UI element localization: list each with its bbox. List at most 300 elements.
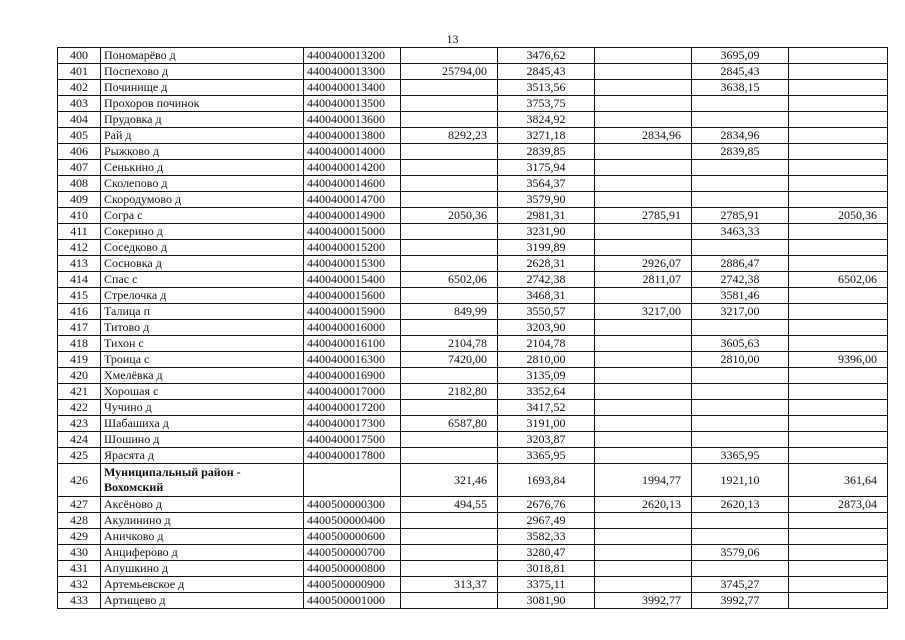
row-number-cell: 404 [58,112,101,128]
code-cell: 4400400017200 [304,400,401,416]
row-number-cell: 409 [58,192,101,208]
code-cell: 4400500000700 [304,545,401,561]
row-number-cell: 403 [58,96,101,112]
settlement-name-cell: Аничково д [101,529,304,545]
value-cell-3 [595,561,692,577]
value-cell-3 [595,545,692,561]
value-cell-3 [595,432,692,448]
settlement-name-cell: Стрелочка д [101,288,304,304]
table-row [58,497,888,513]
value-cell-1 [401,545,498,561]
table-row [58,561,888,577]
row-number-cell: 432 [58,577,101,593]
value-cell-1 [401,176,498,192]
value-cell-1 [401,80,498,96]
row-number-cell: 411 [58,224,101,240]
value-cell-1 [401,320,498,336]
value-cell-2: 3513,56 [498,80,595,96]
table-row [58,577,888,593]
settlement-name-cell: Апушкино д [101,561,304,577]
row-number-cell: 416 [58,304,101,320]
value-cell-5 [789,432,888,448]
value-cell-2: 3824,92 [498,112,595,128]
row-number-cell: 426 [58,464,101,497]
value-cell-2: 3231,90 [498,224,595,240]
settlement-name-cell: Шабашиха д [101,416,304,432]
data-table [57,47,888,609]
row-number-cell: 429 [58,529,101,545]
value-cell-1 [401,513,498,529]
value-cell-5 [789,192,888,208]
value-cell-2: 3135,09 [498,368,595,384]
value-cell-4 [692,240,789,256]
row-number-cell: 423 [58,416,101,432]
settlement-name-cell: Скородумово д [101,192,304,208]
value-cell-2: 3081,90 [498,593,595,609]
table-row [58,272,888,288]
value-cell-4 [692,96,789,112]
value-cell-2: 3271,18 [498,128,595,144]
settlement-name-cell: Сосновка д [101,256,304,272]
value-cell-2: 3352,64 [498,384,595,400]
value-cell-1 [401,192,498,208]
value-cell-3: 3992,77 [595,593,692,609]
table-row [58,48,888,64]
settlement-name-cell: Соседково д [101,240,304,256]
table-row [58,256,888,272]
value-cell-1 [401,593,498,609]
value-cell-4 [692,320,789,336]
table-row [58,208,888,224]
value-cell-2: 3582,33 [498,529,595,545]
code-cell: 4400400017500 [304,432,401,448]
value-cell-5 [789,416,888,432]
row-number-cell: 408 [58,176,101,192]
settlement-name-cell: Хмелёвка д [101,368,304,384]
value-cell-2: 3203,87 [498,432,595,448]
row-number-cell: 419 [58,352,101,368]
code-cell: 4400400016300 [304,352,401,368]
value-cell-3 [595,144,692,160]
value-cell-5 [789,513,888,529]
settlement-name-cell: Прудовка д [101,112,304,128]
value-cell-4: 3695,09 [692,48,789,64]
code-cell: 4400400013500 [304,96,401,112]
value-cell-3 [595,448,692,464]
code-cell: 4400500000400 [304,513,401,529]
value-cell-4: 2785,91 [692,208,789,224]
value-cell-5 [789,577,888,593]
value-cell-3: 1994,77 [595,464,692,497]
table-row [58,160,888,176]
value-cell-3: 2811,07 [595,272,692,288]
value-cell-1: 2182,80 [401,384,498,400]
code-cell: 4400500000300 [304,497,401,513]
value-cell-5: 6502,06 [789,272,888,288]
value-cell-5 [789,144,888,160]
row-number-cell: 431 [58,561,101,577]
value-cell-1 [401,432,498,448]
value-cell-5 [789,160,888,176]
value-cell-5 [789,176,888,192]
code-cell: 4400400013200 [304,48,401,64]
value-cell-1 [401,448,498,464]
value-cell-5 [789,288,888,304]
value-cell-1 [401,48,498,64]
value-cell-5: 9396,00 [789,352,888,368]
table-row [58,224,888,240]
value-cell-4 [692,400,789,416]
value-cell-1 [401,400,498,416]
value-cell-1: 6502,06 [401,272,498,288]
value-cell-3 [595,176,692,192]
value-cell-4: 2886,47 [692,256,789,272]
value-cell-5 [789,64,888,80]
value-cell-4: 3605,63 [692,336,789,352]
settlement-name-cell: Ярасята д [101,448,304,464]
value-cell-5 [789,448,888,464]
value-cell-4 [692,160,789,176]
value-cell-2: 3365,95 [498,448,595,464]
code-cell: 4400400013300 [304,64,401,80]
settlement-name-cell: Акулинино д [101,513,304,529]
table-row [58,400,888,416]
value-cell-4: 2810,00 [692,352,789,368]
value-cell-1 [401,224,498,240]
value-cell-4: 2845,43 [692,64,789,80]
value-cell-4 [692,432,789,448]
value-cell-5 [789,545,888,561]
value-cell-4: 3992,77 [692,593,789,609]
settlement-name-cell: Рыжково д [101,144,304,160]
value-cell-1: 849,99 [401,304,498,320]
settlement-name-cell: Талица п [101,304,304,320]
value-cell-2: 2839,85 [498,144,595,160]
value-cell-5: 361,64 [789,464,888,497]
row-number-cell: 425 [58,448,101,464]
code-cell: 4400400016000 [304,320,401,336]
value-cell-4: 2742,38 [692,272,789,288]
table-row [58,320,888,336]
settlement-name-cell: Спас с [101,272,304,288]
value-cell-3 [595,96,692,112]
settlement-name-cell: Починище д [101,80,304,96]
table-body [58,48,888,609]
value-cell-1 [401,288,498,304]
value-cell-1 [401,96,498,112]
code-cell: 4400400017800 [304,448,401,464]
value-cell-5 [789,128,888,144]
table-row [58,336,888,352]
value-cell-3 [595,160,692,176]
value-cell-2: 2676,76 [498,497,595,513]
value-cell-3 [595,48,692,64]
row-number-cell: 405 [58,128,101,144]
settlement-name-cell: Хорошая с [101,384,304,400]
value-cell-3 [595,336,692,352]
row-number-cell: 415 [58,288,101,304]
value-cell-1 [401,112,498,128]
code-cell: 4400400013800 [304,128,401,144]
value-cell-2: 3579,90 [498,192,595,208]
code-cell: 4400500000900 [304,577,401,593]
value-cell-4: 3579,06 [692,545,789,561]
value-cell-2: 2742,38 [498,272,595,288]
value-cell-5 [789,80,888,96]
value-cell-5 [789,96,888,112]
value-cell-4: 3638,15 [692,80,789,96]
code-cell: 4400400013400 [304,80,401,96]
value-cell-2: 3203,90 [498,320,595,336]
row-number-cell: 410 [58,208,101,224]
settlement-name-cell: Артищево д [101,593,304,609]
table-row [58,448,888,464]
settlement-name-cell: Анциферово д [101,545,304,561]
value-cell-5 [789,400,888,416]
value-cell-3 [595,320,692,336]
value-cell-1: 494,55 [401,497,498,513]
value-cell-3 [595,288,692,304]
table-row [58,304,888,320]
value-cell-2: 3753,75 [498,96,595,112]
table-row [58,384,888,400]
table-row [58,545,888,561]
row-number-cell: 412 [58,240,101,256]
table-row [58,192,888,208]
value-cell-3 [595,64,692,80]
value-cell-4 [692,368,789,384]
page-number: 13 [446,32,459,46]
value-cell-2: 2981,31 [498,208,595,224]
code-cell: 4400400014700 [304,192,401,208]
value-cell-3 [595,400,692,416]
value-cell-5 [789,529,888,545]
code-cell: 4400400015200 [304,240,401,256]
value-cell-1: 8292,23 [401,128,498,144]
value-cell-5 [789,336,888,352]
table-row [58,112,888,128]
value-cell-3 [595,80,692,96]
value-cell-1 [401,240,498,256]
value-cell-1 [401,256,498,272]
value-cell-3: 3217,00 [595,304,692,320]
settlement-name-cell: Согра с [101,208,304,224]
code-cell: 4400400015900 [304,304,401,320]
value-cell-5 [789,561,888,577]
value-cell-2: 2810,00 [498,352,595,368]
code-cell: 4400400016900 [304,368,401,384]
code-cell: 4400400013600 [304,112,401,128]
row-number-cell: 417 [58,320,101,336]
code-cell: 4400500000800 [304,561,401,577]
settlement-name-cell: Шошино д [101,432,304,448]
value-cell-1: 25794,00 [401,64,498,80]
table-row [58,144,888,160]
value-cell-4 [692,384,789,400]
value-cell-4: 3217,00 [692,304,789,320]
table-row [58,240,888,256]
value-cell-3 [595,112,692,128]
code-cell: 4400400017000 [304,384,401,400]
value-cell-2: 2845,43 [498,64,595,80]
settlement-name-cell: Пономарёво д [101,48,304,64]
value-cell-2: 2967,49 [498,513,595,529]
settlement-name-cell: Тихон с [101,336,304,352]
row-number-cell: 413 [58,256,101,272]
value-cell-5 [789,224,888,240]
value-cell-2: 1693,84 [498,464,595,497]
value-cell-2: 3564,37 [498,176,595,192]
value-cell-1: 313,37 [401,577,498,593]
settlement-name-cell: Муниципальный район - Вохомский [101,464,304,497]
value-cell-3: 2785,91 [595,208,692,224]
value-cell-3 [595,513,692,529]
value-cell-2: 3018,81 [498,561,595,577]
value-cell-3: 2834,96 [595,128,692,144]
code-cell: 4400500000600 [304,529,401,545]
value-cell-3: 2926,07 [595,256,692,272]
row-number-cell: 421 [58,384,101,400]
value-cell-2: 3468,31 [498,288,595,304]
settlement-name-cell: Прохоров починок [101,96,304,112]
value-cell-4: 3581,46 [692,288,789,304]
value-cell-5 [789,368,888,384]
value-cell-2: 3191,00 [498,416,595,432]
value-cell-4: 3463,33 [692,224,789,240]
code-cell: 4400400014000 [304,144,401,160]
value-cell-1 [401,529,498,545]
table-row [58,529,888,545]
value-cell-5 [789,48,888,64]
value-cell-3: 2620,13 [595,497,692,513]
code-cell: 4400400014200 [304,160,401,176]
value-cell-5: 2873,04 [789,497,888,513]
value-cell-1: 6587,80 [401,416,498,432]
value-cell-1: 2104,78 [401,336,498,352]
row-number-cell: 427 [58,497,101,513]
code-cell: 4400400015000 [304,224,401,240]
value-cell-2: 3476,62 [498,48,595,64]
row-number-cell: 433 [58,593,101,609]
table-row [58,432,888,448]
value-cell-4 [692,416,789,432]
value-cell-2: 2104,78 [498,336,595,352]
table-row [58,352,888,368]
row-number-cell: 424 [58,432,101,448]
value-cell-2: 3199,89 [498,240,595,256]
value-cell-4 [692,112,789,128]
value-cell-5 [789,112,888,128]
row-number-cell: 407 [58,160,101,176]
row-number-cell: 400 [58,48,101,64]
value-cell-3 [595,352,692,368]
code-cell: 4400400014900 [304,208,401,224]
table-row [58,96,888,112]
row-number-cell: 422 [58,400,101,416]
settlement-name-cell: Троица с [101,352,304,368]
value-cell-5 [789,304,888,320]
value-cell-2: 3417,52 [498,400,595,416]
settlement-name-cell: Сколепово д [101,176,304,192]
value-cell-3 [595,577,692,593]
value-cell-4: 1921,10 [692,464,789,497]
value-cell-5 [789,593,888,609]
value-cell-4: 3365,95 [692,448,789,464]
table-row [58,416,888,432]
value-cell-1 [401,561,498,577]
value-cell-5: 2050,36 [789,208,888,224]
value-cell-1 [401,160,498,176]
row-number-cell: 402 [58,80,101,96]
value-cell-5 [789,320,888,336]
value-cell-2: 3280,47 [498,545,595,561]
table-row [58,176,888,192]
code-cell: 4400400015300 [304,256,401,272]
value-cell-4: 3745,27 [692,577,789,593]
table-row [58,593,888,609]
value-cell-1 [401,144,498,160]
value-cell-5 [789,384,888,400]
value-cell-3 [595,192,692,208]
value-cell-5 [789,256,888,272]
value-cell-1: 7420,00 [401,352,498,368]
row-number-cell: 430 [58,545,101,561]
code-cell: 4400500001000 [304,593,401,609]
value-cell-1: 2050,36 [401,208,498,224]
value-cell-4: 2834,96 [692,128,789,144]
value-cell-2: 2628,31 [498,256,595,272]
value-cell-2: 3375,11 [498,577,595,593]
settlement-name-cell: Титово д [101,320,304,336]
code-cell: 4400400017300 [304,416,401,432]
table-row [58,80,888,96]
code-cell [304,464,401,497]
settlement-name-cell: Рай д [101,128,304,144]
value-cell-2: 3550,57 [498,304,595,320]
value-cell-4 [692,192,789,208]
value-cell-3 [595,240,692,256]
settlement-name-cell: Сокерино д [101,224,304,240]
code-cell: 4400400014600 [304,176,401,192]
settlement-name-cell: Чучино д [101,400,304,416]
value-cell-3 [595,384,692,400]
row-number-cell: 401 [58,64,101,80]
value-cell-3 [595,368,692,384]
value-cell-4 [692,529,789,545]
value-cell-3 [595,529,692,545]
value-cell-3 [595,416,692,432]
value-cell-1: 321,46 [401,464,498,497]
code-cell: 4400400016100 [304,336,401,352]
settlement-name-cell: Аксёново д [101,497,304,513]
table-row [58,368,888,384]
value-cell-4 [692,561,789,577]
value-cell-5 [789,240,888,256]
table-row [58,128,888,144]
table-row [58,288,888,304]
value-cell-4: 2839,85 [692,144,789,160]
table-row [58,64,888,80]
value-cell-3 [595,224,692,240]
code-cell: 4400400015600 [304,288,401,304]
row-number-cell: 414 [58,272,101,288]
code-cell: 4400400015400 [304,272,401,288]
settlement-name-cell: Сенькино д [101,160,304,176]
value-cell-1 [401,368,498,384]
row-number-cell: 428 [58,513,101,529]
settlement-name-cell: Артемьевское д [101,577,304,593]
value-cell-4: 2620,13 [692,497,789,513]
